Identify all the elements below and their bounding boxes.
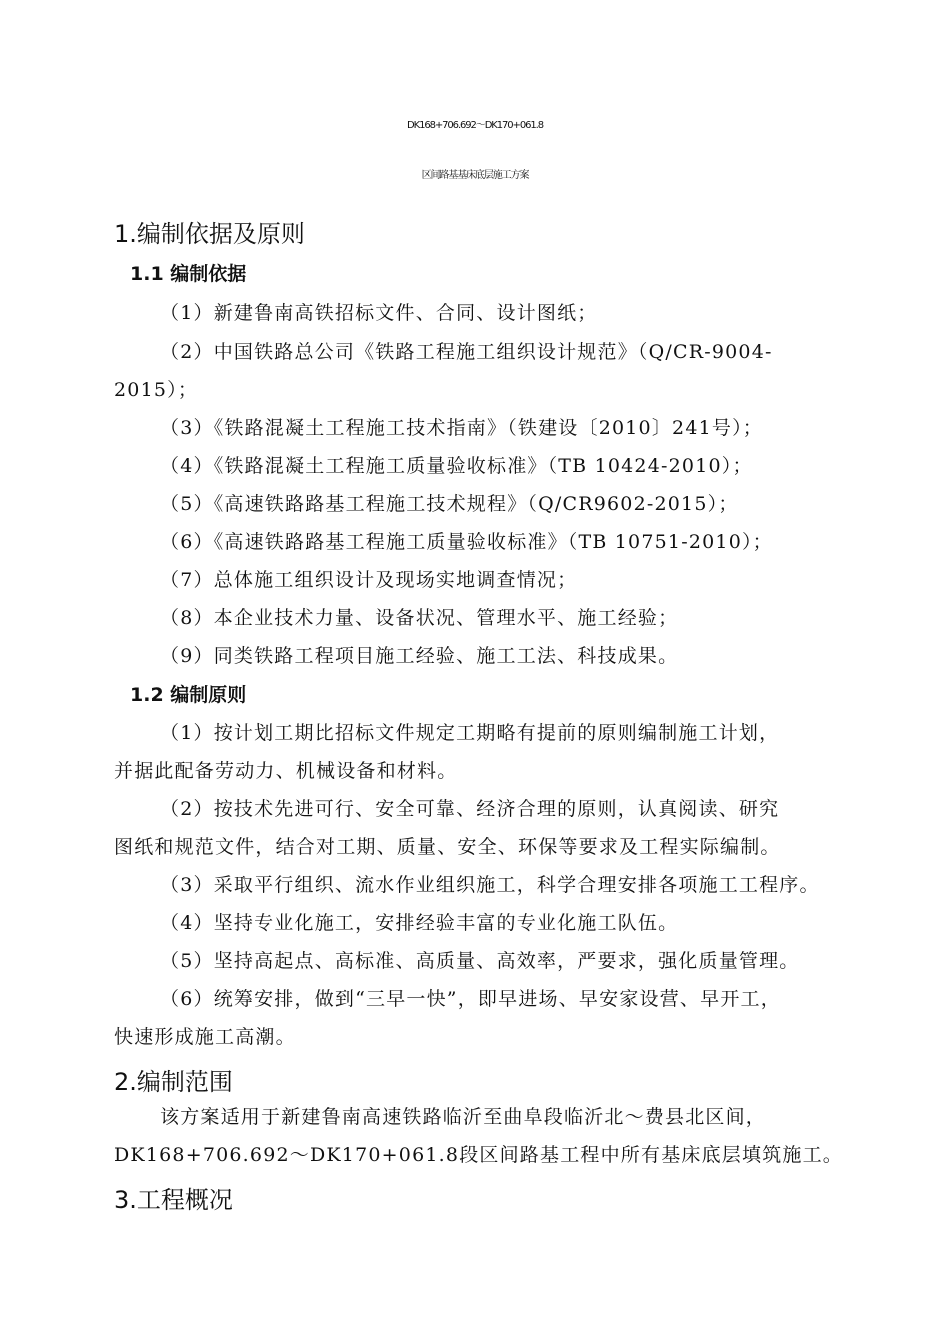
section-2-heading: 2.编制范围 — [114, 1068, 233, 1096]
section-1-heading: 1.编制依据及原则 — [114, 220, 305, 248]
basis-item-2: （2）中国铁路总公司《铁路工程施工组织设计规范》（Q/CR-9004- — [160, 341, 773, 363]
section-1-1-heading: 1.1 编制依据 — [130, 263, 247, 285]
basis-item-9: （9）同类铁路工程项目施工经验、施工工法、科技成果。 — [160, 645, 679, 667]
basis-item-3: （3）《铁路混凝土工程施工技术指南》（铁建设〔2010〕241号）； — [160, 417, 764, 439]
basis-item-4: （4）《铁路混凝土工程施工质量验收标准》（TB 10424-2010）； — [160, 455, 753, 477]
principle-item-1: （1）按计划工期比招标文件规定工期略有提前的原则编制施工计划， — [160, 722, 780, 744]
basis-item-1: （1）新建鲁南高铁招标文件、合同、设计图纸； — [160, 302, 598, 324]
scope-paragraph-line-2: DK168+706.692～DK170+061.8段区间路基工程中所有基床底层填筑施工。 — [114, 1144, 843, 1166]
section-1-2-heading: 1.2 编制原则 — [130, 684, 247, 706]
basis-item-7: （7）总体施工组织设计及现场实地调查情况； — [160, 569, 578, 591]
principle-item-4: （4）坚持专业化施工，安排经验丰富的专业化施工队伍。 — [160, 912, 679, 934]
principle-item-2-continued: 图纸和规范文件，结合对工期、质量、安全、环保等要求及工程实际编制。 — [114, 836, 781, 858]
basis-item-2-continued: 2015）； — [114, 379, 199, 401]
principle-item-6: （6）统筹安排，做到“三早一快”，即早进场、早安家设营、早开工， — [160, 988, 781, 1010]
basis-item-5: （5）《高速铁路路基工程施工技术规程》（Q/CR9602-2015）； — [160, 493, 739, 515]
principle-item-3: （3）采取平行组织、流水作业组织施工，科学合理安排各项施工工程序。 — [160, 874, 820, 896]
scope-paragraph-line-1: 该方案适用于新建鲁南高速铁路临沂至曲阜段临沂北～费县北区间， — [160, 1106, 767, 1128]
document-title-line-2: 区间路基基床底层施工方案 — [421, 170, 529, 181]
principle-item-6-continued: 快速形成施工高潮。 — [114, 1026, 296, 1048]
document-title-line-1: DK168+706.692～DK170+061.8 — [407, 120, 543, 131]
basis-item-8: （8）本企业技术力量、设备状况、管理水平、施工经验； — [160, 607, 679, 629]
principle-item-5: （5）坚持高起点、高标准、高质量、高效率，严要求，强化质量管理。 — [160, 950, 800, 972]
section-3-heading: 3.工程概况 — [114, 1186, 233, 1214]
principle-item-1-continued: 并据此配备劳动力、机械设备和材料。 — [114, 760, 458, 782]
basis-item-6: （6）《高速铁路路基工程施工质量验收标准》（TB 10751-2010）； — [160, 531, 773, 553]
principle-item-2: （2）按技术先进可行、安全可靠、经济合理的原则，认真阅读、研究 — [160, 798, 780, 820]
